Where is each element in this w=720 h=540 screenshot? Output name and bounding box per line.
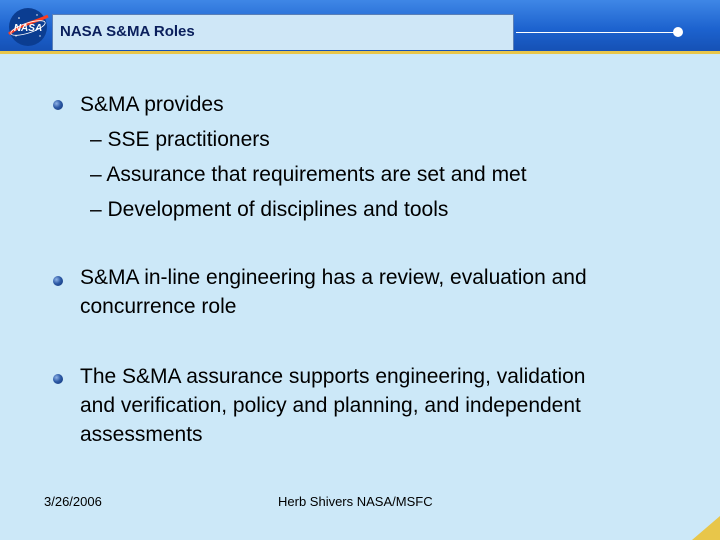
bullet-1-text: S&MA provides <box>80 93 224 116</box>
header-dot <box>673 27 683 37</box>
nasa-logo-icon <box>6 6 50 48</box>
bullet-icon <box>53 276 63 286</box>
bullet-2-line-1: S&MA in-line engineering has a review, evaluation and <box>80 266 587 289</box>
header-divider-line <box>516 32 676 33</box>
header-accent-line <box>0 51 720 54</box>
logo-text: NASA <box>13 23 43 34</box>
bullet-3-line-2: and verification, policy and planning, and independent <box>80 394 581 417</box>
bullet-icon <box>53 100 63 110</box>
bullet-1-subitem-2: – Assurance that requirements are set and met <box>90 163 527 186</box>
bullet-icon <box>53 374 63 384</box>
bullet-1-subitem-3: – Development of disciplines and tools <box>90 198 449 221</box>
bullet-2-line-2: concurrence role <box>80 295 237 318</box>
bullet-3-line-1: The S&MA assurance supports engineering, validation <box>80 365 586 388</box>
corner-accent <box>692 516 720 540</box>
bullet-3-line-3: assessments <box>80 423 203 446</box>
bullet-1-subitem-1: – SSE practitioners <box>90 128 270 151</box>
footer-author: Herb Shivers NASA/MSFC <box>278 494 433 509</box>
page-title: NASA S&MA Roles <box>60 23 195 40</box>
footer-date: 3/26/2006 <box>44 494 102 509</box>
